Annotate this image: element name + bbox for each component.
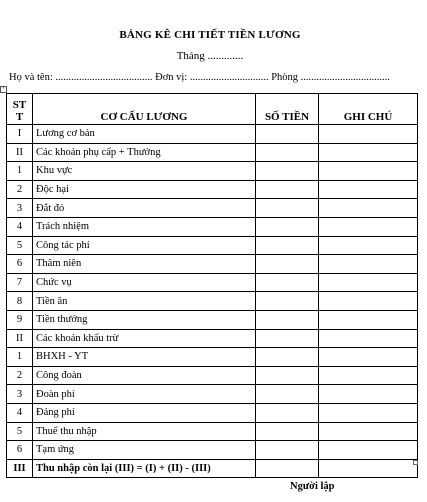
- row-label: Lương cơ bản: [33, 125, 256, 144]
- row-note-cell[interactable]: [319, 403, 418, 422]
- table-row: [7, 348, 418, 367]
- row-amount-cell[interactable]: [256, 348, 319, 367]
- employee-info-line: Họ và tên: ..................................... Đơn vị: .............................. Phòng ..................................: [9, 72, 390, 83]
- table-row: [7, 403, 418, 422]
- row-note-cell[interactable]: [319, 199, 418, 218]
- row-label: Đắt đỏ: [33, 199, 256, 218]
- row-stt: II: [7, 329, 33, 348]
- row-amount-cell[interactable]: [256, 143, 319, 162]
- table-row: [7, 292, 418, 311]
- table-row: [7, 162, 418, 181]
- row-label: BHXH - YT: [33, 348, 256, 367]
- row-label: Độc hại: [33, 180, 256, 199]
- header-stt: ST T: [7, 94, 33, 125]
- row-stt: 1: [7, 348, 33, 367]
- row-stt: 4: [7, 217, 33, 236]
- row-amount-cell[interactable]: [256, 366, 319, 385]
- table-resize-handle-icon[interactable]: [413, 460, 418, 465]
- row-note-cell[interactable]: [319, 366, 418, 385]
- row-note-cell[interactable]: [319, 422, 418, 441]
- table-row: [7, 310, 418, 329]
- row-amount-cell[interactable]: [256, 441, 319, 460]
- row-stt: 8: [7, 292, 33, 311]
- row-note-cell[interactable]: [319, 162, 418, 181]
- row-amount-cell[interactable]: [256, 199, 319, 218]
- row-note-cell[interactable]: [319, 255, 418, 274]
- table-row: [7, 459, 418, 478]
- row-amount-cell[interactable]: [256, 236, 319, 255]
- row-amount-cell[interactable]: [256, 422, 319, 441]
- row-label: Chức vụ: [33, 273, 256, 292]
- row-stt: 1: [7, 162, 33, 181]
- row-amount-cell[interactable]: [256, 180, 319, 199]
- row-stt: 3: [7, 385, 33, 404]
- row-label: Công đoàn: [33, 366, 256, 385]
- row-amount-cell[interactable]: [256, 162, 319, 181]
- table-header-row: [7, 94, 418, 125]
- month-line: Tháng .............: [176, 50, 244, 62]
- row-note-cell[interactable]: [319, 459, 418, 478]
- row-note-cell[interactable]: [319, 310, 418, 329]
- table-row: [7, 441, 418, 460]
- table-row: [7, 236, 418, 255]
- row-stt: 2: [7, 366, 33, 385]
- row-label: Đảng phí: [33, 403, 256, 422]
- row-note-cell[interactable]: [319, 236, 418, 255]
- row-stt: I: [7, 125, 33, 144]
- row-label: Thâm niên: [33, 255, 256, 274]
- row-stt: 5: [7, 236, 33, 255]
- row-note-cell[interactable]: [319, 217, 418, 236]
- row-amount-cell[interactable]: [256, 217, 319, 236]
- row-amount-cell[interactable]: [256, 385, 319, 404]
- row-stt: 7: [7, 273, 33, 292]
- row-label: Tạm ứng: [33, 441, 256, 460]
- table-row: [7, 217, 418, 236]
- row-stt: 6: [7, 255, 33, 274]
- row-stt: 3: [7, 199, 33, 218]
- row-stt: 5: [7, 422, 33, 441]
- row-amount-cell[interactable]: [256, 255, 319, 274]
- table-row: [7, 273, 418, 292]
- row-label: Thuế thu nhập: [33, 422, 256, 441]
- row-label: Đoàn phí: [33, 385, 256, 404]
- row-note-cell[interactable]: [319, 385, 418, 404]
- table-row: [7, 329, 418, 348]
- document-title: BẢNG KÊ CHI TIẾT TIỀN LƯƠNG: [119, 29, 301, 41]
- signer-label: Người lập: [290, 481, 335, 492]
- row-amount-cell[interactable]: [256, 310, 319, 329]
- row-label: Trách nhiệm: [33, 217, 256, 236]
- table-row: [7, 366, 418, 385]
- row-note-cell[interactable]: [319, 348, 418, 367]
- row-label: Thu nhập còn lại (III) = (I) + (II) - (III): [33, 459, 256, 478]
- table-move-handle-icon[interactable]: +: [1, 86, 6, 92]
- row-note-cell[interactable]: [319, 125, 418, 144]
- row-note-cell[interactable]: [319, 143, 418, 162]
- table-row: [7, 143, 418, 162]
- table-row: [7, 422, 418, 441]
- row-note-cell[interactable]: [319, 329, 418, 348]
- row-stt: III: [7, 459, 33, 478]
- table-row: [7, 199, 418, 218]
- row-label: Khu vực: [33, 162, 256, 181]
- row-stt: 6: [7, 441, 33, 460]
- header-note: GHI CHÚ: [319, 94, 418, 125]
- table-row: [7, 385, 418, 404]
- salary-table: [6, 93, 418, 478]
- row-label: Tiền ăn: [33, 292, 256, 311]
- header-amount: SỐ TIỀN: [256, 94, 319, 125]
- row-amount-cell[interactable]: [256, 273, 319, 292]
- row-note-cell[interactable]: [319, 273, 418, 292]
- row-stt: 9: [7, 310, 33, 329]
- header-structure: CƠ CẤU LƯƠNG: [33, 94, 256, 125]
- row-note-cell[interactable]: [319, 441, 418, 460]
- row-stt: 2: [7, 180, 33, 199]
- row-amount-cell[interactable]: [256, 125, 319, 144]
- row-label: Công tác phí: [33, 236, 256, 255]
- row-stt: II: [7, 143, 33, 162]
- row-label: Các khoản khấu trừ: [33, 329, 256, 348]
- row-note-cell[interactable]: [319, 180, 418, 199]
- row-label: Tiền thưởng: [33, 310, 256, 329]
- row-amount-cell[interactable]: [256, 403, 319, 422]
- table-row: [7, 255, 418, 274]
- row-amount-cell[interactable]: [256, 329, 319, 348]
- row-note-cell[interactable]: [319, 292, 418, 311]
- table-row: [7, 125, 418, 144]
- row-amount-cell[interactable]: [256, 292, 319, 311]
- table-row: [7, 180, 418, 199]
- row-stt: 4: [7, 403, 33, 422]
- row-label: Các khoản phụ cấp + Thưởng: [33, 143, 256, 162]
- row-amount-cell[interactable]: [256, 459, 319, 478]
